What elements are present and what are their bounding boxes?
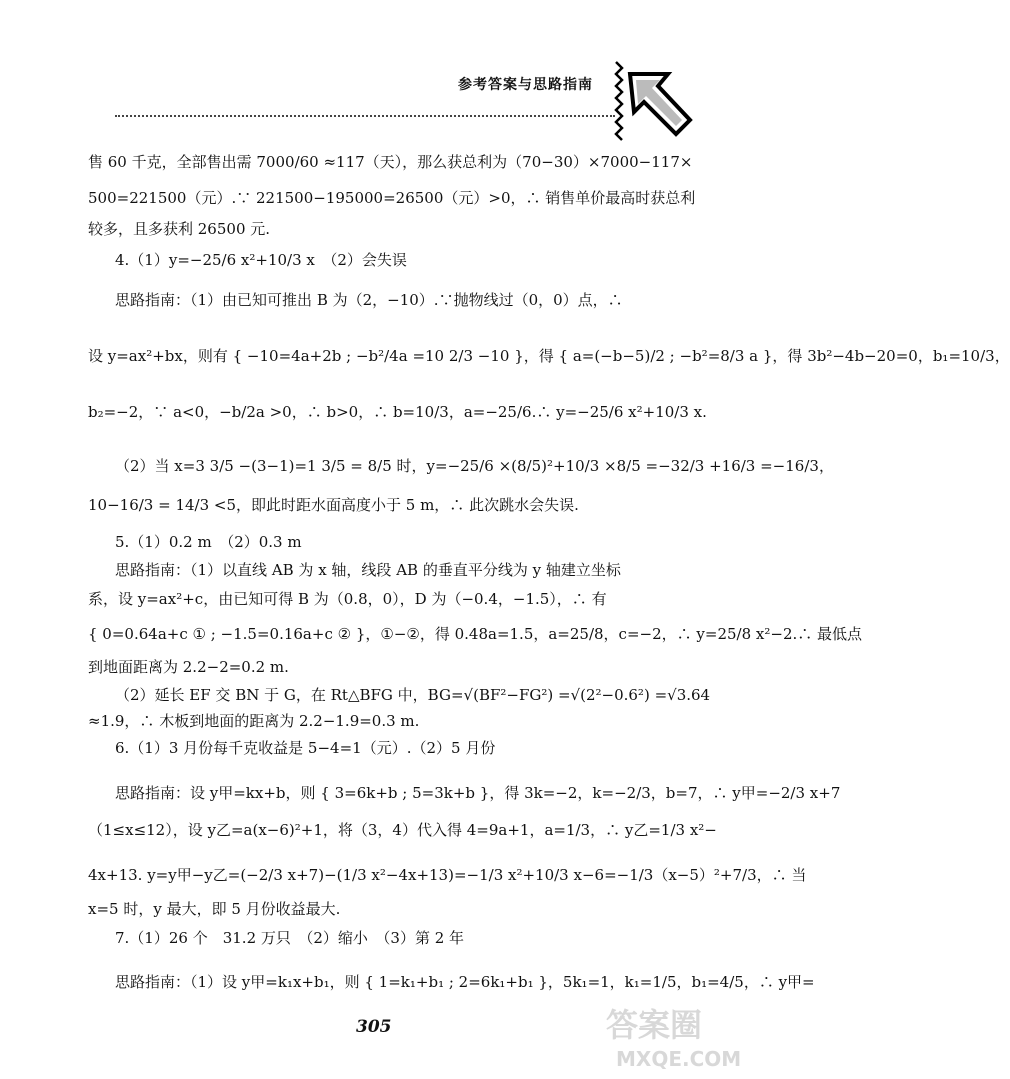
text-line: 500=221500（元）.∵ 221500−195000=26500（元）>0，∴ 销售单价最高时获总利 [88,189,696,207]
dotted-divider [115,115,615,117]
text-line: 5.（1）0.2 m （2）0.3 m [115,533,302,551]
page-number: 305 [356,1017,392,1037]
text-line: { 0=0.64a+c ① ; −1.5=0.16a+c ② }，①−②，得 0.48a=1.5，a=25/8，c=−2，∴ y=25/8 x²−2.∴ 最低点 [88,625,863,643]
text-line: ≈1.9，∴ 木板到地面的距离为 2.2−1.9=0.3 m. [88,712,420,730]
text-line: （2）当 x=3 3/5 −(3−1)=1 3/5 = 8/5 时，y=−25/6 ×(8/5)²+10/3 ×8/5 =−32/3 +16/3 =−16/3， [115,457,834,475]
watermark-bottom-text: MXQE.COM [616,1047,742,1071]
arrow-icon [612,60,694,142]
text-line: 思路指南：（1）由已知可推出 B 为（2，−10）.∵抛物线过（0，0）点，∴ [115,291,623,309]
text-line: 思路指南：（1）设 y甲=k₁x+b₁，则 { 1=k₁+b₁ ; 2=6k₁+b₁ }，5k₁=1，k₁=1/5，b₁=4/5，∴ y甲= [115,973,815,991]
text-line: b₂=−2，∵ a<0，−b/2a >0，∴ b>0，∴ b=10/3，a=−25/6.∴ y=−25/6 x²+10/3 x. [88,403,707,421]
text-line: （1≤x≤12），设 y乙=a(x−6)²+1，将（3，4）代入得 4=9a+1，a=1/3，∴ y乙=1/3 x²− [88,821,717,839]
header-title: 参考答案与思路指南 [458,77,593,93]
text-line: 4x+13. y=y甲−y乙=(−2/3 x+7)−(1/3 x²−4x+13)=−1/3 x²+10/3 x−6=−1/3（x−5）²+7/3，∴ 当 [88,866,807,884]
text-line: 售 60 千克，全部售出需 7000/60 ≈117（天），那么获总利为（70−30）×7000−117× [88,153,693,171]
watermark-top-text: 答案圈 [606,1006,703,1044]
text-line: 设 y=ax²+bx，则有 { −10=4a+2b ; −b²/4a =10 2/3 −10 }，得 { a=(−b−5)/2 ; −b²=8/3 a }，得 3b²−4b−20=0，b₁=10/3， [88,347,1010,365]
text-line: （2）延长 EF 交 BN 于 G，在 Rt△BFG 中，BG=√(BF²−FG²) =√(2²−0.6²) =√3.64 [115,686,711,704]
text-line: 6.（1）3 月份每千克收益是 5−4=1（元）.（2）5 月份 [115,739,496,757]
text-line: 10−16/3 = 14/3 <5，即此时距水面高度小于 5 m，∴ 此次跳水会失误. [88,496,579,514]
watermark-logo [602,1000,740,1074]
text-line: x=5 时，y 最大，即 5 月份收益最大. [88,900,341,918]
text-line: 到地面距离为 2.2−2=0.2 m. [88,658,289,676]
text-line: 7.（1）26 个 31.2 万只 （2）缩小 （3）第 2 年 [115,929,465,947]
text-line: 4.（1）y=−25/6 x²+10/3 x （2）会失误 [115,251,407,269]
text-line: 思路指南：设 y甲=kx+b，则 { 3=6k+b ; 5=3k+b }，得 3k=−2，k=−2/3，b=7，∴ y甲=−2/3 x+7 [115,784,841,802]
text-line: 思路指南：（1）以直线 AB 为 x 轴，线段 AB 的垂直平分线为 y 轴建立坐标 [115,561,621,579]
text-line: 系，设 y=ax²+c，由已知可得 B 为（0.8，0），D 为（−0.4，−1.5），∴ 有 [88,590,607,608]
text-line: 较多，且多获利 26500 元. [88,220,271,238]
